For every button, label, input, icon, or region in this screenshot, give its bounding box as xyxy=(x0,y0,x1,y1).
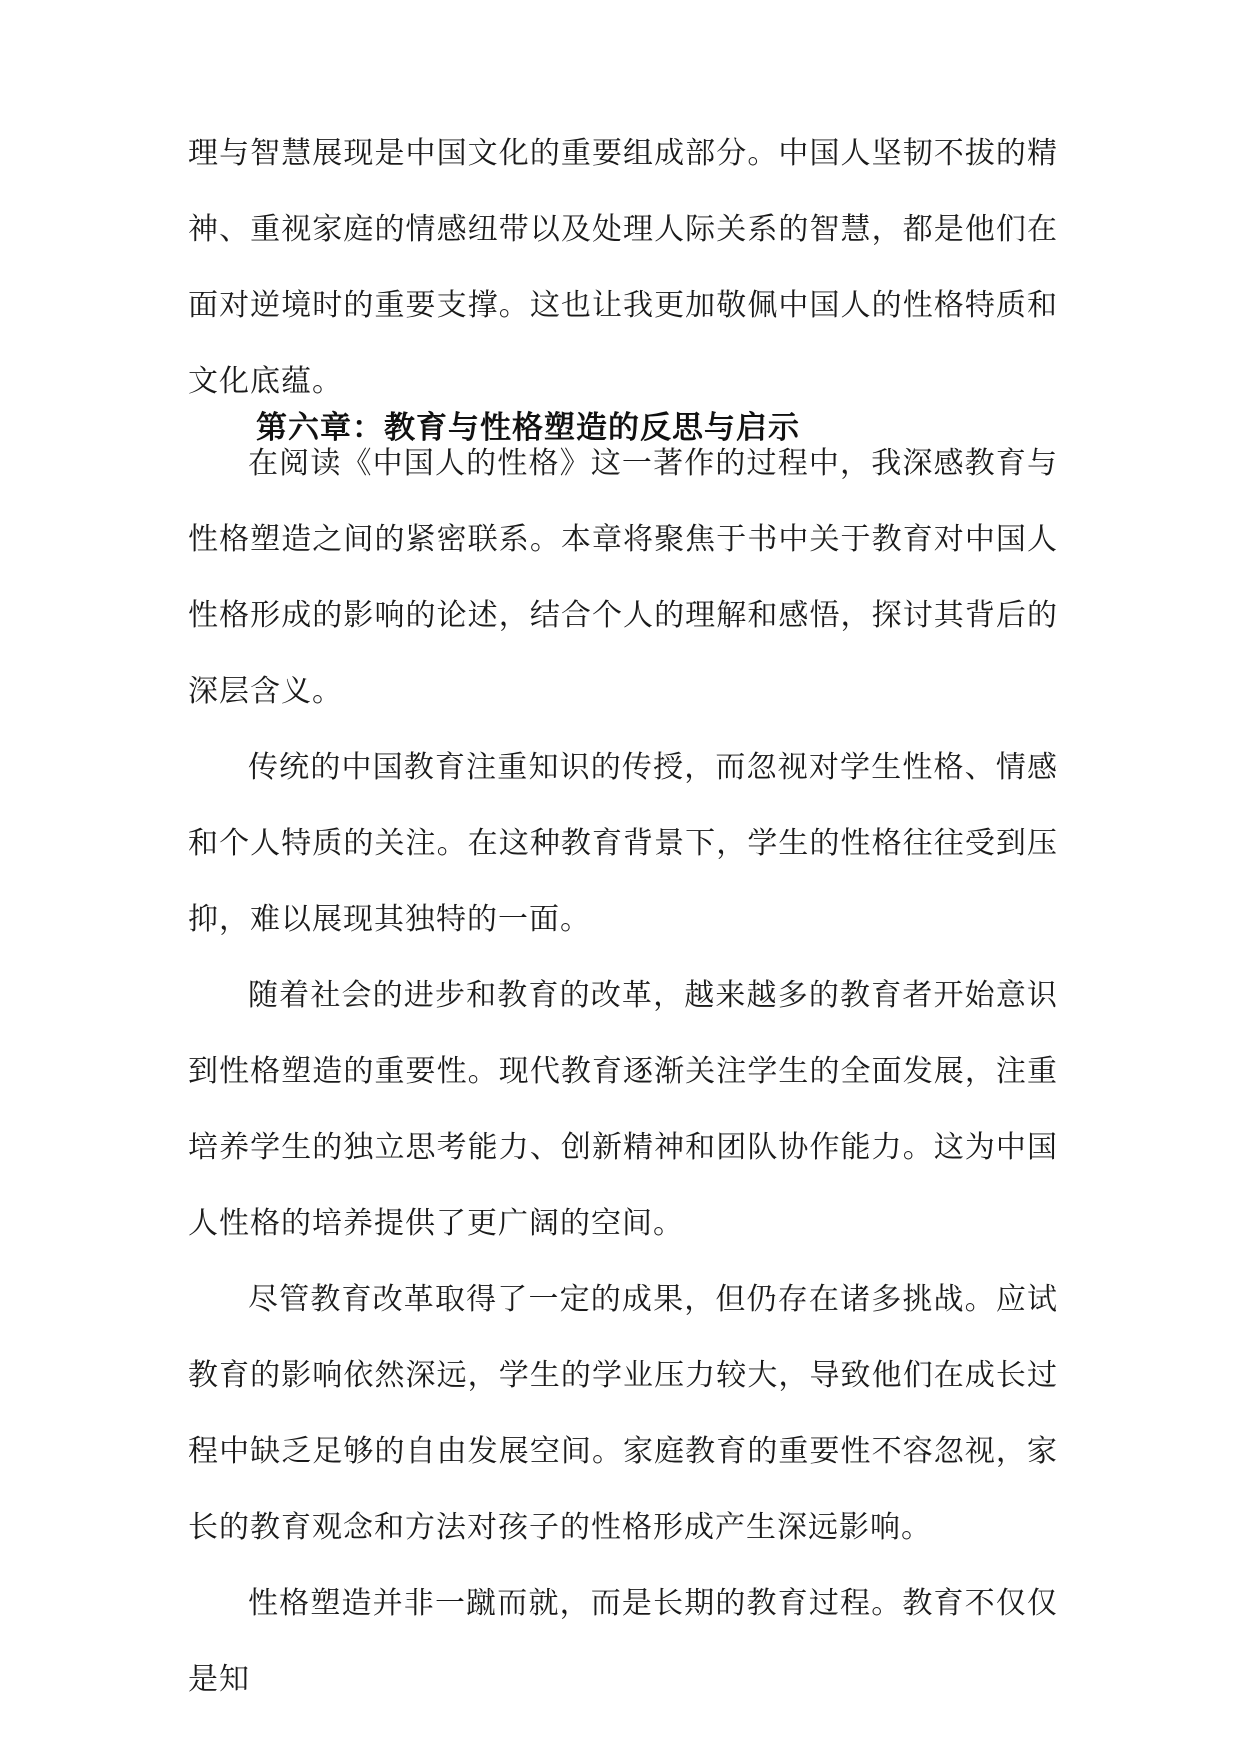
body-paragraph-5: 性格塑造并非一蹴而就，而是长期的教育过程。教育不仅仅是知 xyxy=(188,1586,1058,1697)
chapter-heading: 第六章：教育与性格塑造的反思与启示 xyxy=(256,410,800,446)
body-paragraph-2: 传统的中国教育注重知识的传授，而忽视对学生性格、情感和个人特质的关注。在这种教育背景下，学生的性格往往受到压抑，难以展现其独特的一面。 xyxy=(188,750,1058,937)
body-paragraph-1: 在阅读《中国人的性格》这一著作的过程中，我深感教育与性格塑造之间的紧密联系。本章将聚焦于书中关于教育对中国人性格形成的影响的论述，结合个人的理解和感悟，探讨其背后的深层含义。 xyxy=(188,446,1058,709)
chapter-body xyxy=(188,426,1058,1718)
intro-paragraph: 理与智慧展现是中国文化的重要组成部分。中国人坚韧不拔的精神、重视家庭的情感纽带以及处理人际关系的智慧，都是他们在面对逆境时的重要支撑。这也让我更加敬佩中国人的性格特质和文化底蕴。 xyxy=(188,136,1058,399)
body-paragraph-3: 随着社会的进步和教育的改革，越来越多的教育者开始意识到性格塑造的重要性。现代教育逐渐关注学生的全面发展，注重培养学生的独立思考能力、创新精神和团队协作能力。这为中国人性格的培养提供了更广阔的空间。 xyxy=(188,978,1058,1241)
body-paragraph-4: 尽管教育改革取得了一定的成果，但仍存在诸多挑战。应试教育的影响依然深远，学生的学业压力较大，导致他们在成长过程中缺乏足够的自由发展空间。家庭教育的重要性不容忽视，家长的教育观念和方法对孩子的性格形成产生深远影响。 xyxy=(188,1282,1058,1545)
intro-text-block xyxy=(188,116,1058,420)
